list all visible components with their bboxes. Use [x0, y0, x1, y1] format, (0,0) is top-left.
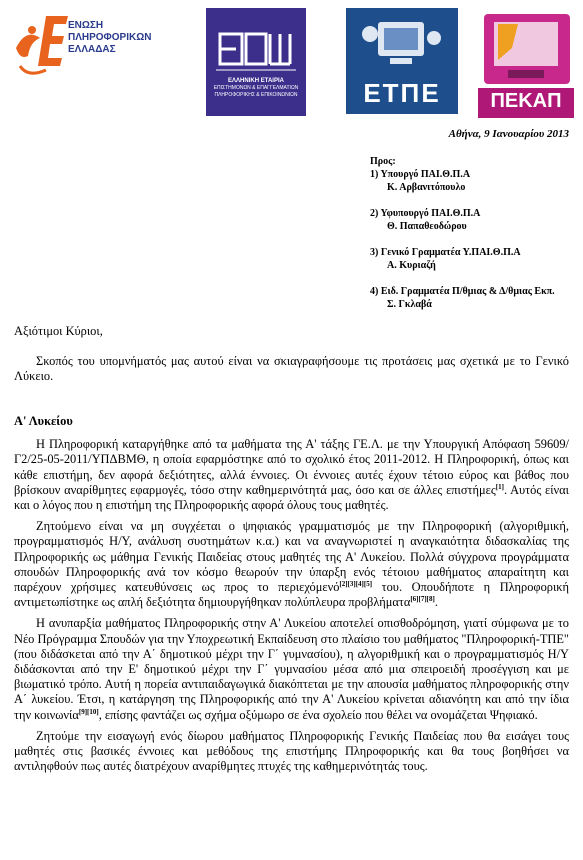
etpe-logo-graphic: [346, 8, 458, 78]
p3-text-a: Η ανυπαρξία μαθήματος Πληροφορικής στην Α' Λυκείου αποτελεί οπισθοδρόμηση, γιατί σύμφωνα με το Νέο Πρόγραμμα Σπουδών για την Υποχρεωτική Εκπαίδευση στο πλαίσιο του μαθήματος "Πληροφορική-ΤΠΕ" (που διδάσκεται από την Α΄ δημοτικού μέχρι την Γ΄ γυμνασίου), η αλγοριθμική και ο προγραμματισμός Η/Υ διδάσκονται από την Ε' δημοτικού μέχρι την Γ΄ γυμνασίου μέσα από μια σπειροειδή προσέγγιση και με βιωματικό τρόπο. Αυτή η πορεία αντιπαιδαγωγικά διακόπτεται με την απουσία μαθήματος πληροφορικής στην Α΄ λυκείου. Έτσι, η κατάργηση της Πληροφορικής από την Α' Λυκείου κρίνεται αδιανόητη και από την ίδια την κοινωνία: [14, 616, 569, 722]
p3-reference[interactable]: [9][10]: [78, 707, 99, 716]
paragraph-3: [14, 616, 569, 722]
paragraph-4: Ζητούμε την εισαγωγή ενός δίωρου μαθήματος Πληροφορικής Γενικής Παιδείας που θα εισάγει τους μαθητές στις βασικές έννοιες και μεθόδους της επιστήμης Πληροφορικής και θα τους βοηθήσει να αντιληφθούν πως αυτές διατρέχουν αναρίθμητες πτυχές της καθημερινότητάς τους.: [14, 728, 569, 774]
letter-intro: [14, 354, 569, 384]
recipient-item: [370, 285, 580, 311]
paragraph-1: [14, 437, 569, 513]
intro-paragraph: Σκοπός του υπομνήματός μας αυτού είναι να σκιαγραφήσουμε τις προτάσεις μας σχετικά με το Γενικό Λύκειο.: [14, 354, 569, 384]
p2-text-c: .: [434, 595, 438, 610]
recipient-title: 1) Υπουργό ΠΑΙ.Θ.Π.Α: [370, 169, 471, 180]
letter-salutation: [14, 324, 569, 339]
p2-text-b: του. Οπουδήποτε η Πληροφορική αντιμετωπίστηκε ως απλή δεξιότητα δημιουργήθηκαν πολύπλευρα προβλήματα: [14, 580, 569, 610]
eph-logo: [206, 8, 306, 116]
eph-logo-graphic: [206, 8, 306, 78]
epe-logo-text: [68, 20, 151, 56]
recipient-item: [370, 207, 580, 233]
recipients-heading: Προς:: [370, 156, 396, 167]
paragraph-2: [14, 519, 569, 610]
epe-line-3: ΕΛΛΑΔΑΣ: [68, 44, 116, 55]
eph-line-3: ΠΛΗΡΟΦΟΡΙΚΗΣ & ΕΠΙΚΟΙΝΩΝΙΩΝ: [214, 92, 298, 98]
recipient-item: [370, 246, 580, 272]
recipient-name: Σ. Γκλαβά: [387, 299, 432, 310]
eph-line-1: ΕΛΛΗΝΙΚΗ ΕΤΑΙΡΙΑ: [228, 78, 284, 84]
recipients-block: [370, 155, 580, 324]
recipient-title: 2) Υφυπουργό ΠΑΙ.Θ.Π.Α: [370, 208, 481, 219]
p1-reference[interactable]: [1]: [495, 482, 504, 491]
etpe-logo: [346, 8, 458, 114]
salutation: Αξιότιμοι Κύριοι,: [14, 324, 103, 338]
letter-date: Αθήνα, 9 Ιανουαρίου 2013: [448, 128, 569, 140]
p1-text-b: . Αυτός είναι και ο λόγος που η επιστήμη της Πληροφορικής αφορά όλους τους μαθητές.: [14, 482, 569, 513]
pekap-logo: [478, 8, 574, 118]
recipient-name: Θ. Παπαθεοδώρου: [387, 221, 467, 232]
p2-reference-2[interactable]: [6][7][8]: [410, 595, 435, 604]
p2-reference-1[interactable]: [2][3][4][5]: [339, 579, 373, 588]
p3-text-b: , επίσης φαντάζει ως σχήμα οξύμωρο σε ένα σχολείο που θέλει να ονομάζεται Ψηφιακό.: [98, 707, 538, 722]
recipient-title: 3) Γενικό Γραμματέα Υ.ΠΑΙ.Θ.Π.Α: [370, 247, 521, 258]
p1-text-a: Η Πληροφορική καταργήθηκε από τα μαθήματα της Α' τάξης ΓΕ.Λ. με την Υπουργική Απόφαση 59609/Γ2/25-05-2011/ΥΠΔΒΜΘ, η οποία εφαρμόστηκε από το σχολικό έτος 2011-2012. Η Πληροφορική, όπως και κάθε επιστήμη, δεν αφορά δεξιότητες, αλλά έννοιες. Οι έννοιες αυτές έχουν τέτοιο εύρος και βάθος που βρίσκουν αναρίθμητες εφαρμογές, τόσο στην καθημερινότητά μας, όσο και σε άλλες επιστήμες: [14, 437, 569, 497]
p2-text-a: Ζητούμενο είναι να μη συγχέεται ο ψηφιακός γραμματισμός με την Πληροφορική (αλγοριθμική, προγραμματισμός Η/Υ, ανάλυση συστημάτων κ.α.) και να αναγνωριστεί η αναγκαιότητα διδασκαλίας της Πληροφορικής ως μάθημα Γενικής Παιδείας στους μαθητές της Α' Λυκείου. Πολλά σύγχρονα προγράμματα σπουδών Πληροφορικής ανά τον κόσμο θεωρούν την ύπαρξη ενός τέτοιου μαθήματος απαραίτητη και παρέχουν χρήσιμες κατευθύνσεις ως προς το περιεχόμενό: [14, 519, 569, 595]
eph-line-2: ΕΠΙΣΤΗΜΟΝΩΝ & ΕΠΑΓΓΕΛΜΑΤΙΩΝ: [213, 85, 299, 91]
etpe-label: ΕΤΠΕ: [363, 78, 441, 108]
section-title: Α' Λυκείου: [14, 414, 73, 428]
logo-bar: [0, 0, 583, 122]
recipient-name: Α. Κυριαζή: [387, 260, 436, 271]
epe-line-2: ΠΛΗΡΟΦΟΡΙΚΩΝ: [68, 32, 152, 43]
epe-line-1: ΕΝΩΣΗ: [68, 20, 104, 31]
recipient-name: Κ. Αρβανιτόπουλο: [387, 182, 466, 193]
letter-body: [14, 414, 569, 774]
recipient-item: [370, 168, 580, 194]
recipient-title: 4) Ειδ. Γραμματέα Π/θμιας & Δ/θμιας Εκπ.: [370, 286, 555, 297]
pekap-label: ΠΕΚΑΠ: [490, 90, 562, 112]
